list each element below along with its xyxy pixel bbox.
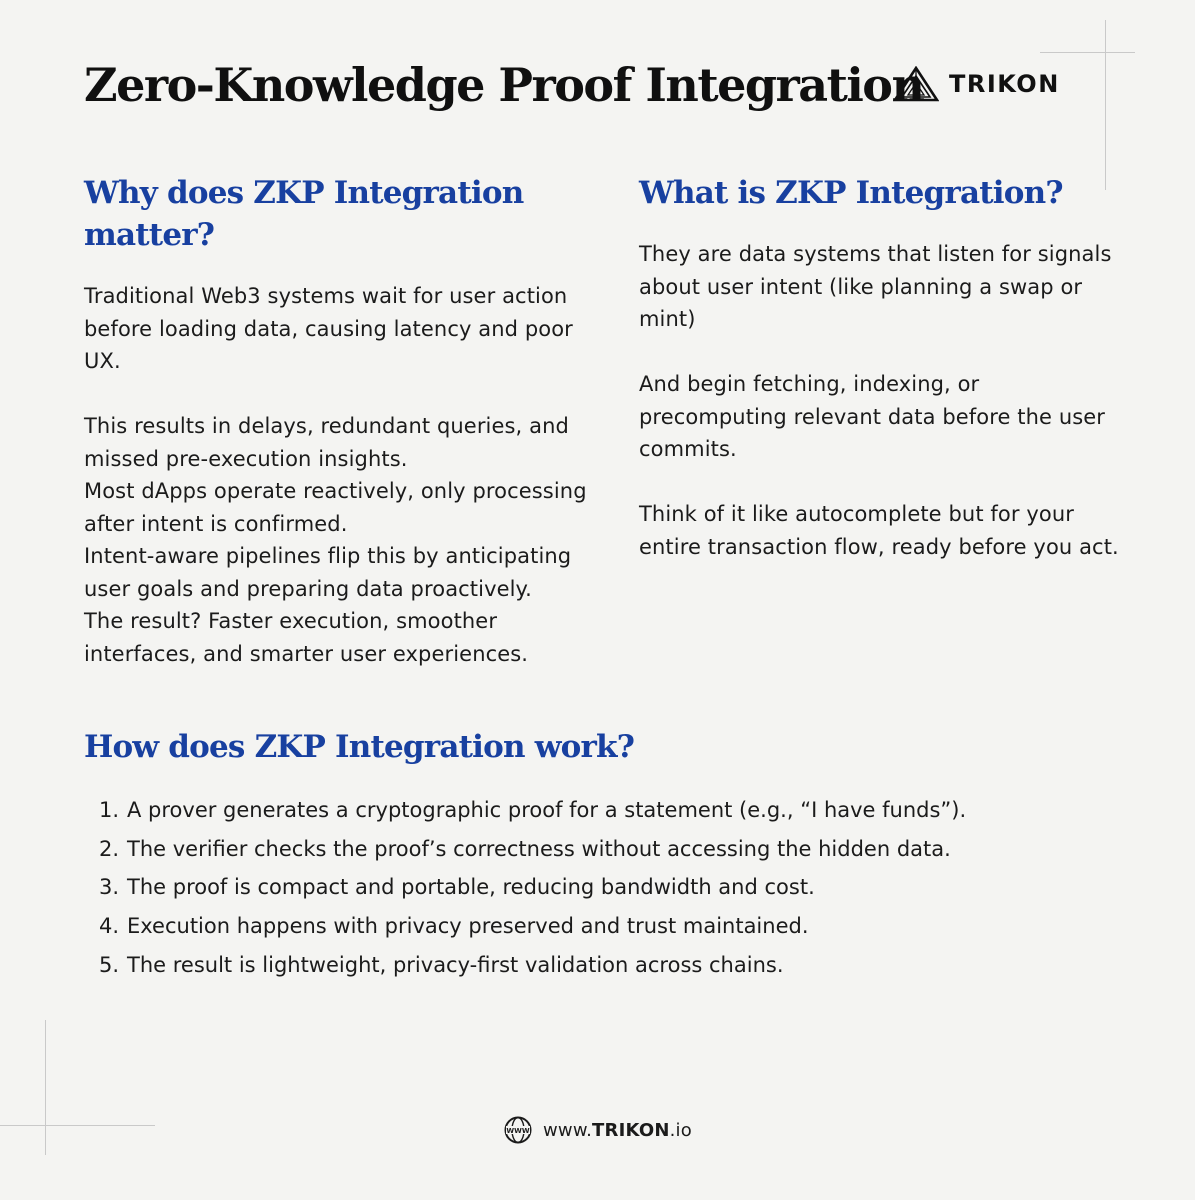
footer-website	[503, 1115, 692, 1145]
list-item: 2. The verifier checks the proof’s correctness without accessing the hidden data.	[99, 830, 966, 869]
step-text: The verifier checks the proof’s correctness without accessing the hidden data.	[127, 836, 951, 861]
list-item: 3. The proof is compact and portable, reducing bandwidth and cost.	[99, 868, 966, 907]
decor-line	[1105, 20, 1106, 190]
svg-text:WWW: WWW	[506, 1126, 530, 1135]
list-item: 1. A prover generates a cryptographic proof for a statement (e.g., “I have funds”).	[99, 791, 966, 830]
why-paragraph: Most dApps operate reactively, only processing after intent is confirmed.	[84, 479, 587, 536]
what-paragraph: Think of it like autocomplete but for your entire transaction flow, ready before you act.	[639, 502, 1119, 559]
brand-name: TRIKON	[949, 70, 1060, 98]
decor-line	[1040, 52, 1135, 53]
step-text: The result is lightweight, privacy-first validation across chains.	[127, 952, 784, 977]
step-text: The proof is compact and portable, reducing bandwidth and cost.	[127, 875, 815, 900]
why-paragraph: The result? Faster execution, smoother interfaces, and smarter user experiences.	[84, 609, 529, 666]
what-heading: What is ZKP Integration?	[639, 175, 1063, 211]
why-heading: Why does ZKP Integration matter?	[84, 175, 524, 253]
step-text: A prover generates a cryptographic proof for a statement (e.g., “I have funds”).	[127, 798, 967, 822]
what-body	[639, 238, 1119, 563]
website-url: www.TRIKON.io	[543, 1119, 692, 1141]
why-paragraph: Traditional Web3 systems wait for user action before loading data, causing latency and poor UX.	[84, 284, 573, 373]
why-paragraph: This results in delays, redundant queries, and missed pre-execution insights.	[84, 414, 569, 471]
list-item: 4. Execution happens with privacy preserved and trust maintained.	[99, 907, 966, 946]
list-item: 5. The result is lightweight, privacy-first validation across chains.	[99, 946, 966, 985]
steps-list	[99, 791, 966, 985]
decor-line	[0, 1125, 155, 1126]
brand-logo	[893, 66, 1060, 102]
step-text: Execution happens with privacy preserved and trust maintained.	[127, 914, 809, 939]
what-paragraph: And begin fetching, indexing, or precomputing relevant data before the user commits.	[639, 372, 1106, 461]
why-paragraph: Intent-aware pipelines flip this by anticipating user goals and preparing data proactively.	[84, 544, 572, 601]
what-paragraph: They are data systems that listen for signals about user intent (like planning a swap or mint)	[639, 242, 1112, 331]
why-body	[84, 280, 604, 670]
www-globe-icon	[503, 1115, 533, 1145]
decor-line	[45, 1020, 46, 1155]
page-title: Zero-Knowledge Proof Integration	[84, 58, 924, 112]
how-heading: How does ZKP Integration work?	[84, 729, 635, 765]
triangle-logo-icon	[893, 66, 939, 102]
